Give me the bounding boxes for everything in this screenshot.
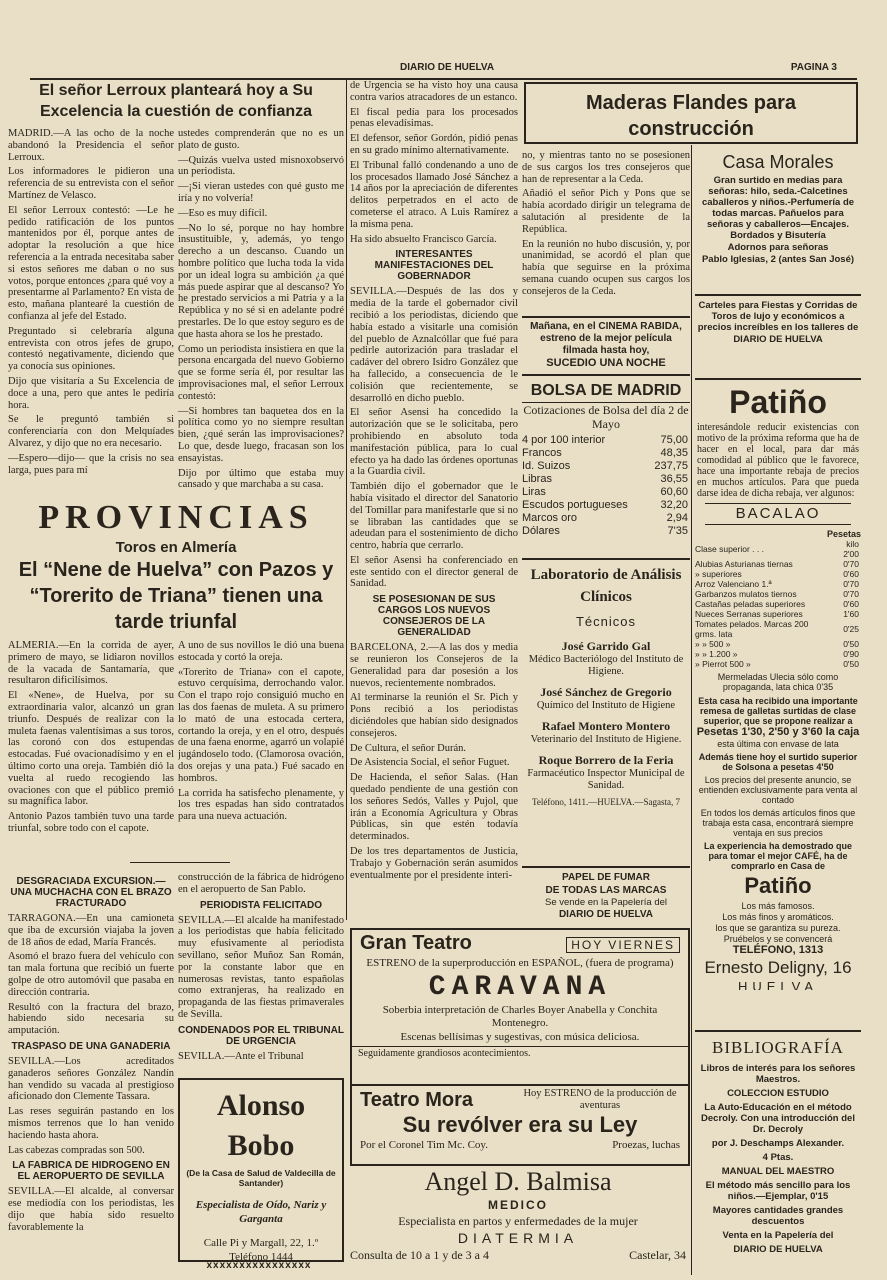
generalidad-cont: [522, 150, 690, 310]
page-header: [30, 62, 857, 80]
paragraph: —Espero—dijo— que la crisis no sea larga, pues para mí: [8, 452, 174, 476]
paragraph: De Cultura, el señor Durán.: [350, 742, 467, 754]
patino-cafe: La experiencia ha demostrado que para tomar el mejor CAFÉ, ha de comprarlo en Casa de: [703, 841, 853, 871]
price-label: » superiores: [695, 569, 742, 579]
gran-teatro-estreno: ESTRENO de la superproducción en ESPAÑOL, (fuera de programa): [366, 957, 674, 969]
price-value: 0'70: [843, 559, 859, 569]
bibliografia-block: [695, 1030, 861, 1277]
mid-bottom-col: [178, 872, 344, 1072]
paragraph: En la reunión no hubo discusión, y, por unanimidad, se acordó el plan que había que seguirse en la próxima semana cuando ocupen sus cargos los consejeros de la Ceda.: [522, 238, 690, 297]
bolsa-value: 32,20: [660, 499, 688, 511]
balmisa-name: Angel D. Balmisa: [424, 1167, 612, 1196]
price-value: 0'60: [843, 599, 859, 609]
casa-morales-text2: Adornos para señoras: [727, 242, 829, 253]
paragraph: TARRAGONA.—En una camioneta que iba de excursión viajaba la joven de 18 años de edad, María Francés.: [8, 913, 174, 948]
bolsa-label: Liras: [522, 486, 546, 498]
bolsa-subtitle: Cotizaciones de Bolsa del día 2 de Mayo: [523, 403, 689, 431]
price-row: [695, 559, 859, 569]
gran-teatro-cast: Soberbia interpretación de Charles Boyer Anabella y Conchita Montenegro.: [382, 1004, 658, 1029]
bolsa-label: Dólares: [522, 525, 560, 537]
patino-price-table: [695, 539, 859, 669]
paper-title: DIARIO DE HUELVA: [400, 62, 495, 73]
price-row: [695, 639, 859, 649]
bolsa-row: [522, 447, 688, 460]
paragraph: Añadió el señor Pich y Pons que se había acordado dirigir un telegrama de salutación al presidente de la República.: [522, 188, 690, 235]
bibliografia-title: BIBLIOGRAFÍA: [712, 1038, 844, 1057]
bolsa-value: 60,60: [660, 486, 688, 498]
generalidad-headline: SE POSESIONAN DE SUS CARGOS LOS NUEVOS CONSEJEROS DE LA GENERALIDAD: [372, 594, 496, 639]
lab-person-name: Rafael Montero Montero: [541, 719, 671, 733]
bolsa-title: BOLSA DE MADRID: [530, 382, 682, 399]
maderas-dash: [713, 142, 717, 144]
carteles-text: Carteles para Fiestas y Corridas de Toros de lujo y económicos a precios increíbles en los talleres de: [697, 300, 859, 333]
price-value: 0'70: [843, 589, 859, 599]
price-label: Nueces Serranas superiores: [695, 609, 803, 619]
cinema-notice: [522, 316, 690, 368]
alonso-xs: xxxxxxxxxxxxxxxx: [206, 1260, 312, 1271]
bolsa-row: [522, 434, 688, 447]
bolsa-row: [522, 499, 688, 512]
balmisa-title: MEDICO: [488, 1198, 548, 1212]
bolsa-value: 48,35: [660, 447, 688, 459]
paragraph: Se le preguntó también si conferenciaría con don Melquíades Alvarez, y dijo que no era necesario.: [8, 414, 174, 449]
bolsa-value: 2,94: [666, 512, 688, 524]
paragraph: La corrida ha satisfecho plenamente, y los tres espadas han sido contratados para una nueva actuación.: [178, 787, 344, 823]
gran-teatro-ad: [350, 928, 690, 1086]
paragraph: SEVILLA.—Los acreditados ganaderos señores González Nandín han vendido su vacada al prestigioso aficionado don Clemente Tassara.: [8, 1055, 174, 1103]
patino-text: interesándole reducir existencias con motivo de la próxima reforma que ha de hacer en el local, para dar más comodidad al público que le favorece, hace una importante rebaja de precios en muchos artículos. Para que pueda darse idea de dicha rebaja, ver algunos:: [697, 422, 859, 499]
patino-bacalao: BACALAO: [705, 503, 851, 525]
paragraph: El señor Asensi ha concedido la autorización que se le solicitaba, pero prohibiendo en absoluto toda manifestación pública, para lo cual efecto ya ha dado las órdenes oportunas a la Guardia civil.: [350, 407, 518, 478]
patino-name: Patiño: [729, 384, 827, 420]
price-row: [695, 539, 859, 559]
teatro-mora-ad: [350, 1084, 690, 1166]
price-value: 0'70: [843, 579, 859, 589]
paragraph: Antonio Pazos también tuvo una tarde triunfal, sobre todo con el capote.: [8, 811, 174, 834]
price-label: » » 500 »: [695, 639, 731, 649]
teatro-mora-header: [352, 1086, 688, 1112]
price-row: [695, 589, 859, 599]
paragraph: ustedes comprenderán que no es un plato de gusto.: [178, 128, 344, 151]
paragraph: Ha sido absuelto Francisco García.: [350, 233, 497, 245]
patino-telefono: TELÉFONO, 1313: [732, 944, 824, 956]
lab-people: [522, 638, 690, 792]
lab-tecnicos: Técnicos: [575, 614, 637, 629]
paragraph: ALMERIA.—En la corrida de ayer, primero de mayo, se lidiaron novillos de la vacada de Santamaría, que resultaron dificilísimos.: [8, 640, 174, 687]
lab-phone: Teléfono, 1411.—HUELVA.—Sagasta, 7: [531, 797, 681, 807]
paragraph: El «Nene», de Huelva, por su extraordinaria valor, alcanzó un gran triunfo. Después de realizar con la muleta faenas valentísimas a sus toros, las coronó con dos estupendas estocadas. Fué ovacionadísimo y en el último corto una oreja. También dió la vuelta al ruedo recogiendo las ovaciones con que el público premió su magnífica labor.: [8, 690, 174, 808]
price-value: kilo 2'00: [843, 539, 859, 559]
paragraph: —Quizás vuelva usted misnoxobservó un periodista.: [178, 154, 344, 178]
paragraph: Las cabezas compradas son 500.: [8, 1144, 145, 1156]
maderas-address: [767, 142, 832, 144]
gran-teatro-title: Gran Teatro: [360, 932, 472, 954]
bolsa-value: 75,00: [660, 434, 688, 446]
bibliografia-line: COLECCION ESTUDIO: [727, 1088, 829, 1099]
maderas-name: [550, 142, 664, 144]
laboratorio-ad: [522, 558, 690, 865]
bibliografia-line: La Auto-Educación en el método Decroly. Con una introducción del Dr. Decroly: [701, 1102, 855, 1135]
paragraph: Dijo que visitaría a Su Excelencia de doce a una, pero que antes le pediría hora.: [8, 375, 174, 411]
excursion-headline: DESGRACIADA EXCURSION.—UNA MUCHACHA CON EL BRAZO FRACTURADO: [10, 876, 172, 909]
alonso-sub: (De la Casa de Salud de Valdecilla de Santander): [186, 1168, 336, 1188]
lab-person-role: Veterinario del Instituto de Higiene.: [530, 734, 682, 745]
patino-galletas-price: Pesetas 1'30, 2'50 y 3'60 la caja: [696, 726, 860, 738]
bolsa-label: Libras: [522, 473, 552, 485]
price-label: Castañas peladas superiores: [695, 599, 806, 609]
cinema-text: Mañana, en el CINEMA RABIDA, estreno de la mejor película filmada hasta hoy,: [530, 321, 682, 356]
patino-name2: Patiño: [744, 873, 812, 898]
gran-teatro-scenes: Escenas bellísimas y sugestivas, con música deliciosa.: [400, 1031, 640, 1043]
patino-mermeladas: Mermeladas Ulecia sólo como propaganda, lata chica 0'35: [717, 672, 839, 692]
lab-person-role: Médico Bacteriólogo del Instituto de Higiene.: [528, 654, 684, 677]
provincias-title: PROVINCIAS: [38, 499, 314, 536]
price-row: [695, 649, 859, 659]
patino-pesetas: Pesetas: [826, 529, 861, 539]
paragraph: BARCELONA, 2.—A las dos y media se reunieron los Consejeros de la Generalidad para dar posesión a los nuevos, recientemente nombrados.: [350, 642, 518, 689]
teatro-mora-title: Teatro Mora: [360, 1088, 473, 1111]
lab-title: Laboratorio de Análisis Clínicos: [530, 567, 682, 605]
alonso-specialty: Especialista de Oído, Nariz y Garganta: [195, 1199, 327, 1225]
paragraph: El defensor, señor Gordón, pidió penas en su grado mínimo alternativamente.: [350, 133, 518, 156]
patino-line: Los más finos y aromáticos.: [722, 912, 834, 922]
alonso-name: Alonso Bobo: [216, 1089, 306, 1162]
patino-city: HUELVA: [737, 979, 819, 990]
provincias-col2: [178, 640, 344, 860]
paragraph: El fiscal pedía para los procesados penas elevadísimas.: [350, 106, 518, 130]
bolsa-label: Id. Suizos: [522, 460, 571, 472]
bolsa-value: 237,75: [654, 460, 688, 472]
column-divider: [346, 80, 347, 920]
price-label: Alubias Asturianas tiernas: [695, 559, 793, 569]
patino-galletas: Esta casa ha recibido una importante remesa de galletas surtidas de clase superior, que se propone realizar a: [698, 696, 858, 726]
price-label: Clase superior . . .: [695, 544, 764, 554]
paragraph: También dijo el gobernador que le había visitado el director del Sanatorio del Tomillar para manifestarle que si no se libraban las cantidades que se adeudan para el sostenimiento de dicho centro, habría que cerrarlo.: [350, 481, 518, 552]
provincias-subtitle: Toros en Almería: [115, 539, 237, 556]
bolsa-row: [522, 512, 688, 525]
page-number: PAGINA 3: [790, 62, 837, 73]
carteles-name: DIARIO DE HUELVA: [733, 334, 823, 345]
paragraph: SEVILLA.—Después de las dos y media de la tarde el gobernador civil recibió a los periodistas, diciendo que había estado a visitarle una comisión del pueblo de Aznalcóllar que fué para pedirle autorización para trasladar el cadáver del obrero Isidro González que ha fallecido, a consecuencia de le colisión que recientemente, se desarrolló en dicho pueblo.: [350, 286, 518, 404]
bibliografia-lines: [695, 1063, 861, 1255]
patino-todos: En todos los demás artículos finos que trabaja esta casa, encontrará siempre ventaja en sus precios: [700, 808, 856, 838]
bibliografia-line: 4 Ptas.: [762, 1152, 794, 1163]
price-value: 1'60: [843, 609, 859, 619]
fumar-line1: PAPEL DE FUMAR: [562, 872, 650, 883]
paragraph: —Eso es muy difícil.: [178, 207, 268, 219]
paragraph: A uno de sus novillos le dió una buena estocada y cortó la oreja.: [178, 640, 344, 663]
price-value: 0'25: [843, 624, 859, 634]
lerroux-col2: [178, 128, 344, 493]
paragraph: construcción de la fábrica de hidrógeno en el aeropuerto de San Pablo.: [178, 872, 344, 895]
price-value: 0'60: [843, 569, 859, 579]
paragraph: De los tres departamentos de Justicia, Trabajo y Gobernación serán asumidos eventualmente por el presidente interi-: [350, 846, 518, 881]
bolsa-row: [522, 525, 688, 538]
patino-galletas-note: esta última con envase de lata: [717, 739, 839, 749]
lab-person-role: Farmacéutico Inspector Municipal de Sanidad.: [527, 768, 685, 791]
bolsa-label: 4 por 100 interior: [522, 434, 606, 446]
casa-morales-address: Pablo Iglesias, 2 (antes San José): [701, 254, 855, 265]
price-row: [695, 659, 859, 669]
lerroux-headline: El señor Lerroux planteará hoy a Su Excelencia la cuestión de confianza: [39, 82, 313, 120]
balmisa-address: Castelar, 34: [629, 1248, 686, 1262]
price-row: [695, 599, 859, 609]
paragraph: SEVILLA.—Ante el Tribunal: [178, 1050, 304, 1062]
paragraph: El Tribunal falló condenando a uno de los procesados llamado José Sánchez a 14 años por la apreciación de diferentes delitos perpetrados en el acto de cometerse el atraco. A Luis Ramírez a la misma pena.: [350, 159, 518, 230]
paragraph: —No lo sé, porque no hay hombre insustituible, y, además, yo tengo derecho a un descanso. Cuando un hombre político que lucha toda la vida por un ideal logra su ambición ¿a qué más puede aspirar que al descanso? Yo he prestado servicios a mi Patria y a la República y no sé si en adelante podré prestarles. De lo que estoy seguro es de que hasta ahora se los he prestado.: [178, 222, 344, 340]
maderas-title: Maderas Flandes para construcción: [585, 92, 797, 140]
bolsa-value: 36,55: [660, 473, 688, 485]
paragraph: Preguntado si celebraría alguna entrevista con otros jefes de grupo, contestó negativamente, diciendo que ya conocía sus opiniones.: [8, 325, 174, 373]
price-row: [695, 609, 859, 619]
lab-person-name: José Sánchez de Gregorio: [540, 685, 672, 699]
price-row: [695, 569, 859, 579]
col3: [350, 80, 518, 920]
lerroux-headline-block: [8, 80, 344, 124]
bibliografia-line: Mayores cantidades grandes descuentos: [712, 1205, 844, 1227]
bolsa-table: [522, 434, 688, 538]
provincias-headline: El “Nene de Huelva” con Pazos y “Torerito de Triana” tienen una tarde triunfal: [18, 559, 334, 633]
balmisa-hours: Consulta de 10 a 1 y de 3 a 4: [350, 1248, 489, 1262]
patino-line: Pruébelos y se convencerá: [723, 934, 833, 944]
bibliografia-line: por J. Deschamps Alexander.: [711, 1138, 845, 1149]
teatro-mora-by: Por el Coronel Tim Mc. Coy.: [360, 1139, 488, 1151]
price-label: » » 1.200 »: [695, 649, 738, 659]
paragraph: El señor Asensi ha conferenciado en este sentido con el director general de Sanidad.: [350, 554, 518, 590]
hidrogeno-headline: LA FABRICA DE HIDROGENO EN EL AEROPUERTO DE SEVILLA: [12, 1160, 170, 1183]
patino-anis: Además tiene hoy el surtido superior de Solsona a pesetas 4'50: [698, 752, 858, 772]
price-value: 0'50: [843, 659, 859, 669]
bolsa-row: [522, 486, 688, 499]
casa-morales-title: Casa Morales: [722, 152, 834, 172]
paragraph: MADRID.—A las ocho de la noche abandonó la Presidencia el señor Lerroux.: [8, 128, 174, 163]
fumar-line2: DE TODAS LAS MARCAS: [545, 885, 667, 896]
alonso-phone: Teléfono 1444: [229, 1251, 293, 1262]
balmisa-ad: [350, 1166, 686, 1274]
price-label: » Pierrot 500 »: [695, 659, 751, 669]
gran-teatro-next: Seguidamente grandiosos acontecimientos.: [352, 1046, 688, 1060]
balmisa-specialty: Especialista en partos y enfermedades de la mujer: [398, 1214, 638, 1228]
bibliografia-line: Venta en la Papelería del: [722, 1230, 834, 1241]
maderas-contact: [526, 142, 856, 144]
paragraph: Al terminarse la reunión el Sr. Pich y Pons recibió a los periodistas diciéndoles que habían sido designados consejeros.: [350, 692, 518, 739]
bolsa-label: Marcos oro: [522, 512, 578, 524]
paragraph: «Torerito de Triana» con el capote, estuvo cerquísima, derrochando valor. Con el trapo rojo consiguió mucho en las dos faenas de muleta. A su primero lo mató de una estocada certera, cortando la oreja, y en el otro, después de una faena enorme, agarró un volapié jugándoselo todo. (Clamorosa ovación, dos orejas y una pata.) Fué sacado en hombros.: [178, 666, 344, 784]
fumar-ad: [522, 866, 690, 924]
price-value: 0'50: [843, 639, 859, 649]
carteles-ad: [695, 294, 861, 376]
bibliografia-line: MANUAL DEL MAESTRO: [721, 1166, 835, 1177]
alonso-address: Calle Pi y Margall, 22, 1.º: [203, 1237, 319, 1249]
gran-teatro-day: HOY VIERNES: [566, 937, 680, 953]
bibliografia-line: El método más sencillo para los niños.—Ejemplar, 0'15: [705, 1180, 851, 1202]
paragraph: no, y mientras tanto no se posesionen de sus cargos los tres consejeros que han de representar a la Ceda.: [522, 150, 690, 185]
cinema-film: SUCEDIO UNA NOCHE: [546, 357, 666, 368]
paragraph: Dijo por último que estaba muy cansado y que marchaba a su casa.: [178, 467, 344, 491]
paragraph: SEVILLA.—El alcalde ha manifestado a los periodistas que había felicitado muy efusivamente al periodista sevillano, señor Muñoz San Román, por la constante labor que en numerosas revistas, tanto españolas como extranjeras, ha realizado en propaganda de las fiestas primaverales de Sevilla.: [178, 914, 344, 1020]
balmisa-footer: [350, 1247, 686, 1263]
paragraph: Las reses seguirán pastando en los mismos terrenos que lo han venido haciendo hasta ahora.: [8, 1106, 174, 1141]
price-row: [695, 619, 859, 639]
lab-person-role: Químico del Instituto de Higiene: [536, 700, 676, 711]
patino-precios-note: Los precios del presente anuncio, se entienden exclusivamente para venta al contado: [698, 775, 858, 805]
paragraph: Como un periodista insistiera en que la persona encargada del nuevo Gobierno que se forme sería él, por resultar las improvisaciones mal, el señor Lerroux contestó:: [178, 343, 344, 402]
gran-teatro-film: CARAVANA: [428, 972, 612, 1003]
price-label: Garbanzos mulatos tiernos: [695, 589, 797, 599]
teatro-mora-feats: Proezas, luchas: [612, 1139, 680, 1151]
paragraph: De Asistencia Social, el señor Fuguet.: [350, 757, 510, 769]
bibliografia-line: DIARIO DE HUELVA: [733, 1244, 823, 1255]
paragraph: Asomó el brazo fuera del vehículo con tan mala fortuna que recibió un fuerte golpe de otro automóvil que pasaba en dirección contraria.: [8, 951, 174, 998]
manifestaciones-headline: INTERESANTES MANIFESTACIONES DEL GOBERNADOR: [374, 249, 494, 283]
bolsa-label: Escudos portugueses: [522, 499, 628, 511]
paragraph: Los informadores le pidieron una referencia de su entrevista con el señor Martínez de Velasco.: [8, 166, 174, 201]
paragraph: Resultó con la fractura del brazo, habiendo sido necesaria su amputación.: [8, 1001, 174, 1037]
bolsa-label: Francos: [522, 447, 562, 459]
paragraph: —¡Si vieran ustedes con qué gusto me iría y no volvería!: [178, 181, 344, 204]
patino-line: los que se garantiza su pureza.: [715, 923, 841, 933]
lerroux-col1: [8, 128, 174, 493]
bolsa-row: [522, 460, 688, 473]
price-row: [695, 579, 859, 589]
condenados-headline: CONDENADOS POR EL TRIBUNAL DE URGENCIA: [178, 1024, 344, 1047]
maderas-ad: [524, 82, 858, 144]
fumar-line4: DIARIO DE HUELVA: [558, 909, 654, 920]
patino-line: Los más famosos.: [741, 901, 815, 911]
price-label: Tomates pelados. Marcas 200 grms. lata: [695, 619, 809, 639]
casa-morales-ad: [695, 150, 861, 290]
left-bottom-col: [8, 872, 174, 1272]
column-divider: [691, 145, 692, 1275]
balmisa-dia: DIATERMIA: [457, 1230, 579, 1246]
provincias-block: [8, 498, 344, 638]
paragraph: de Urgencia se ha visto hoy una causa contra varios atracadores de un estanco.: [350, 80, 518, 103]
paragraph: El señor Lerroux contestó: —Le he pedido ratificación de los puntos mantenidos por él, porque antes de adoptar la resolución a que hice referencia a la entrada necesitaba saber si estos señores me daban o no sus votos, porque entonces ¿para qué voy a presentarme al Parlamento? En vista de esto, mañana plantearé la cuestión de confianza al jefe del Estado.: [8, 204, 174, 322]
bibliografia-line: Libros de interés para los señores Maestros.: [700, 1063, 856, 1085]
bolsa-block: [522, 374, 690, 554]
teatro-mora-film: Su revólver era su Ley: [402, 1112, 638, 1137]
price-label: Arroz Valenciano 1.ª: [695, 579, 772, 589]
paragraph: De Hacienda, el señor Salas. (Han quedado pendiente de una gestión con los señores Sedós, Valles y Pujol, que irán a Economía Agricultura y Obras Públicas, sin que estén todavía determinados.: [350, 772, 518, 843]
ganaderia-headline: TRASPASO DE UNA GANADERIA: [11, 1040, 171, 1052]
price-value: 0'90: [843, 649, 859, 659]
patino-address: Ernesto Deligny, 16: [704, 958, 852, 977]
bolsa-value: 7'35: [667, 525, 688, 537]
teatro-mora-estreno: Hoy ESTRENO de la producción de aventuras: [523, 1088, 677, 1111]
teatro-mora-footer: [352, 1138, 688, 1152]
lab-person-name: José Garrido Gal: [561, 639, 651, 653]
bolsa-row: [522, 473, 688, 486]
divider: [130, 862, 230, 863]
felicitado-headline: PERIODISTA FELICITADO: [199, 899, 323, 911]
patino-ad: [695, 378, 861, 990]
paragraph: SEVILLA.—El alcalde, al conversar ese mediodía con los periodistas, les dijo que había sido resuelto favorablemente la: [8, 1186, 174, 1233]
lab-person-name: Roque Borrero de la Feria: [538, 753, 674, 767]
fumar-line3: Se vende en la Papelería del: [544, 897, 667, 908]
paragraph: —Si hombres tan baquetea dos en la política como yo no siempre resultan bien, ¿qué serán las improvisaciones? Lo que, desde luego, fracasan son los ensayistas.: [178, 405, 344, 464]
casa-morales-text: Gran surtido en medias para señoras: hilo, seda.-Calcetines caballeros y niños.-Perfumería de todas marcas. Pañuelos para señoras y caballeros—Encajes. Bordados y Bisutería: [701, 175, 855, 241]
provincias-col1: [8, 640, 174, 860]
alonso-bobo-ad: [178, 1078, 344, 1262]
gran-teatro-header: [352, 930, 688, 955]
